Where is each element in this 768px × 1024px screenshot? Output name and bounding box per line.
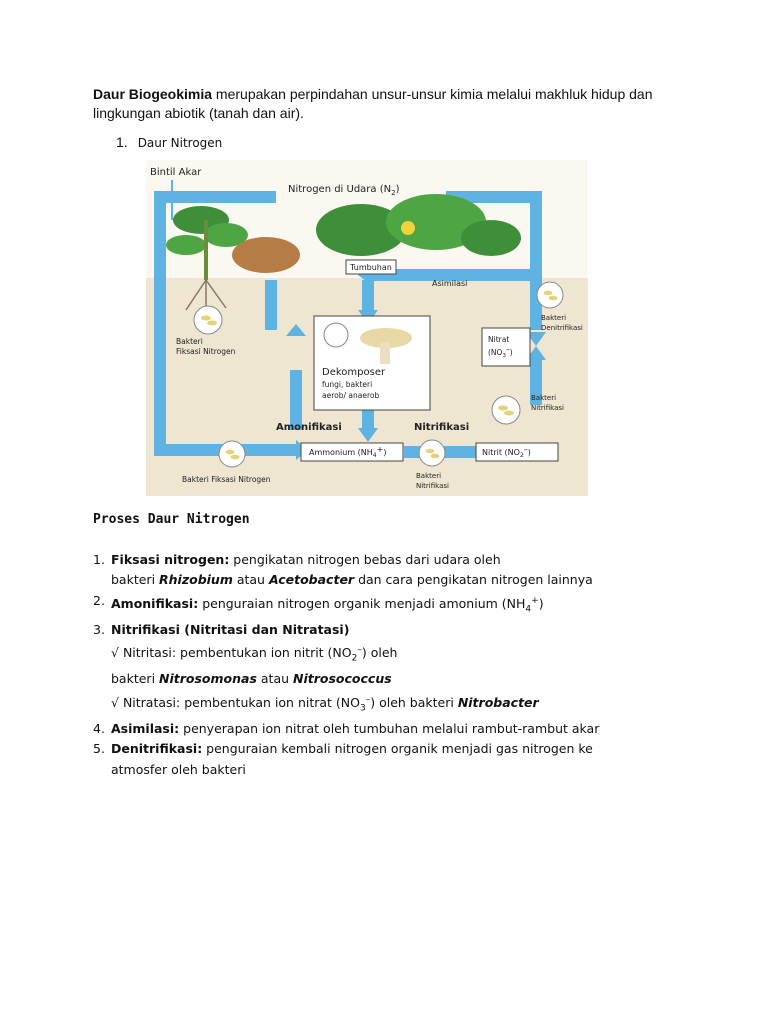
label-bintil-akar: Bintil Akar	[150, 167, 202, 178]
label-nitrat-2: $(NO_3-)$	[488, 345, 513, 359]
list-item-nitritasi: √ Nitritasi: pembentukan ion nitrit $(NO_2^-)$ oleh	[111, 645, 398, 664]
label-dekomposer: Dekomposer	[322, 367, 386, 378]
label-nitrit: Nitrit $(NO_2-)$	[482, 445, 531, 459]
label-amonium: Ammonium $(NH_4+)$	[309, 445, 387, 459]
list-item-nitratasi: √ Nitratasi: pembentukan ion nitrat $(NO_3^-)$ oleh bakteri Nitrobacter	[111, 694, 539, 714]
list-item: 2. Amonifikasi: penguraian nitrogen organik menjadi amonium $(NH_4^+)$	[93, 592, 544, 615]
list-item: 4. Asimilasi: penyerapan ion nitrat oleh tumbuhan melalui rambut-rambut akar	[93, 720, 600, 736]
nitrogen-cycle-svg	[146, 160, 588, 496]
label-bakteri-nitrifikasi-b2: Nitrifikasi	[416, 482, 449, 490]
label-bakteri-denitrifikasi-1: Bakteri	[541, 314, 567, 322]
label-nitrat-1: Nitrat	[488, 335, 510, 344]
intro-term: Daur Biogeokimia	[93, 86, 213, 102]
label-dekomposer-sub1: fungi, bakteri	[322, 380, 373, 389]
label-bakteri-fiksasi-bottom: Bakteri Fiksasi Nitrogen	[182, 475, 271, 484]
label-dekomposer-sub2: aerob/ anaerob	[322, 391, 380, 400]
plant-right	[316, 194, 521, 256]
list-label: Daur Nitrogen	[137, 136, 223, 150]
list-item: 3. Nitrifikasi (Nitritasi dan Nitratasi)	[93, 621, 350, 637]
label-nitrogen-udara: Nitrogen di Udara $(N_2)$	[288, 184, 400, 197]
proses-title: Proses Daur Nitrogen	[93, 512, 250, 527]
list-item-continuation: bakteri Rhizobium atau Acetobacter dan cara pengikatan nitrogen lainnya	[111, 572, 593, 588]
intro-text: merupakan perpindahan unsur-unsur kimia melalui makhluk hidup dan lingkungan abiotik (tanah dan air).	[93, 86, 653, 121]
nitrogen-cycle-diagram	[146, 160, 588, 496]
list-item: 1. Fiksasi nitrogen: pengikatan nitrogen bebas dari udara oleh	[93, 552, 501, 567]
label-amonifikasi: Amonifikasi	[276, 422, 342, 433]
list-item-continuation: atmosfer oleh bakteri	[111, 761, 246, 777]
mole-animal	[232, 237, 300, 273]
label-bakteri-fiksasi-2: Fiksasi Nitrogen	[176, 347, 236, 356]
label-tumbuhan: Tumbuhan	[350, 263, 392, 272]
label-nitrifikasi: Nitrifikasi	[414, 422, 470, 433]
label-bakteri-nitrifikasi-r1: Bakteri	[531, 394, 557, 402]
label-asimilasi: Asimilasi	[432, 279, 468, 288]
list-number: 1.	[116, 134, 128, 150]
intro-paragraph	[93, 85, 683, 123]
list-item: 5. Denitrifikasi: penguraian kembali nitrogen organik menjadi gas nitrogen ke	[93, 741, 593, 757]
proses-list	[93, 550, 693, 780]
label-bakteri-denitrifikasi-2: Denitrifikasi	[541, 324, 583, 332]
list-item-continuation: bakteri Nitrosomonas atau Nitrosococcus	[111, 671, 392, 687]
label-bakteri-nitrifikasi-b1: Bakteri	[416, 472, 442, 480]
list-heading	[116, 134, 222, 150]
label-bakteri-fiksasi-1: Bakteri	[176, 337, 203, 346]
label-bakteri-nitrifikasi-r2: Nitrifikasi	[531, 404, 564, 412]
